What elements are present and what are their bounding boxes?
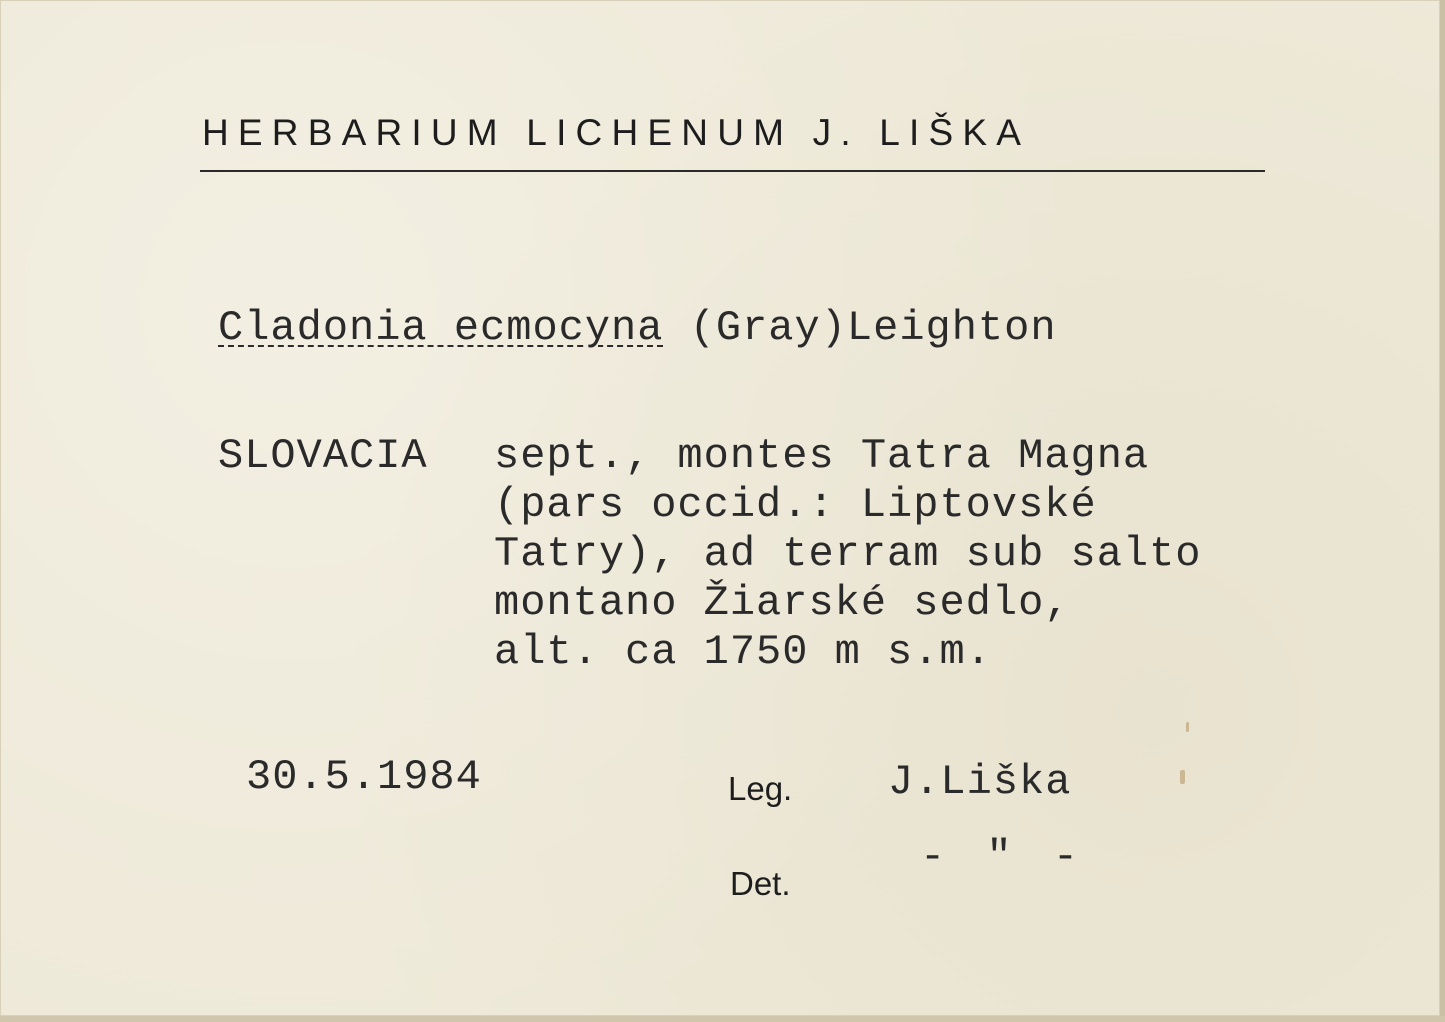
locality-line: alt. ca 1750 m s.m. xyxy=(494,628,992,676)
collector-name: J.Liška xyxy=(888,758,1072,806)
locality-country: SLOVACIA xyxy=(218,432,428,480)
herbarium-header-title: HERBARIUM LICHENUM J. LIŠKA xyxy=(202,112,1031,153)
species-authority: (Gray)Leighton xyxy=(663,304,1057,352)
locality-line: (pars occid.: Liptovské xyxy=(494,481,1097,529)
locality-description xyxy=(494,432,1202,677)
locality-line: Tatry), ad terram sub salto xyxy=(494,530,1202,578)
card-right-edge xyxy=(1440,0,1445,1022)
determiner-ditto: - " - xyxy=(920,833,1087,881)
header-divider xyxy=(200,170,1265,172)
locality-line: sept., montes Tatra Magna xyxy=(494,432,1150,480)
leg-label: Leg. xyxy=(728,770,793,807)
paper-speck xyxy=(1186,722,1189,732)
species-name: Cladonia ecmocyna xyxy=(218,304,664,352)
species-line xyxy=(218,304,1057,352)
locality-line: montano Žiarské sedlo, xyxy=(494,579,1071,627)
paper-speck xyxy=(1180,770,1185,784)
collection-date: 30.5.1984 xyxy=(246,753,482,801)
card-bottom-edge xyxy=(0,1016,1445,1022)
det-label: Det. xyxy=(730,865,791,902)
